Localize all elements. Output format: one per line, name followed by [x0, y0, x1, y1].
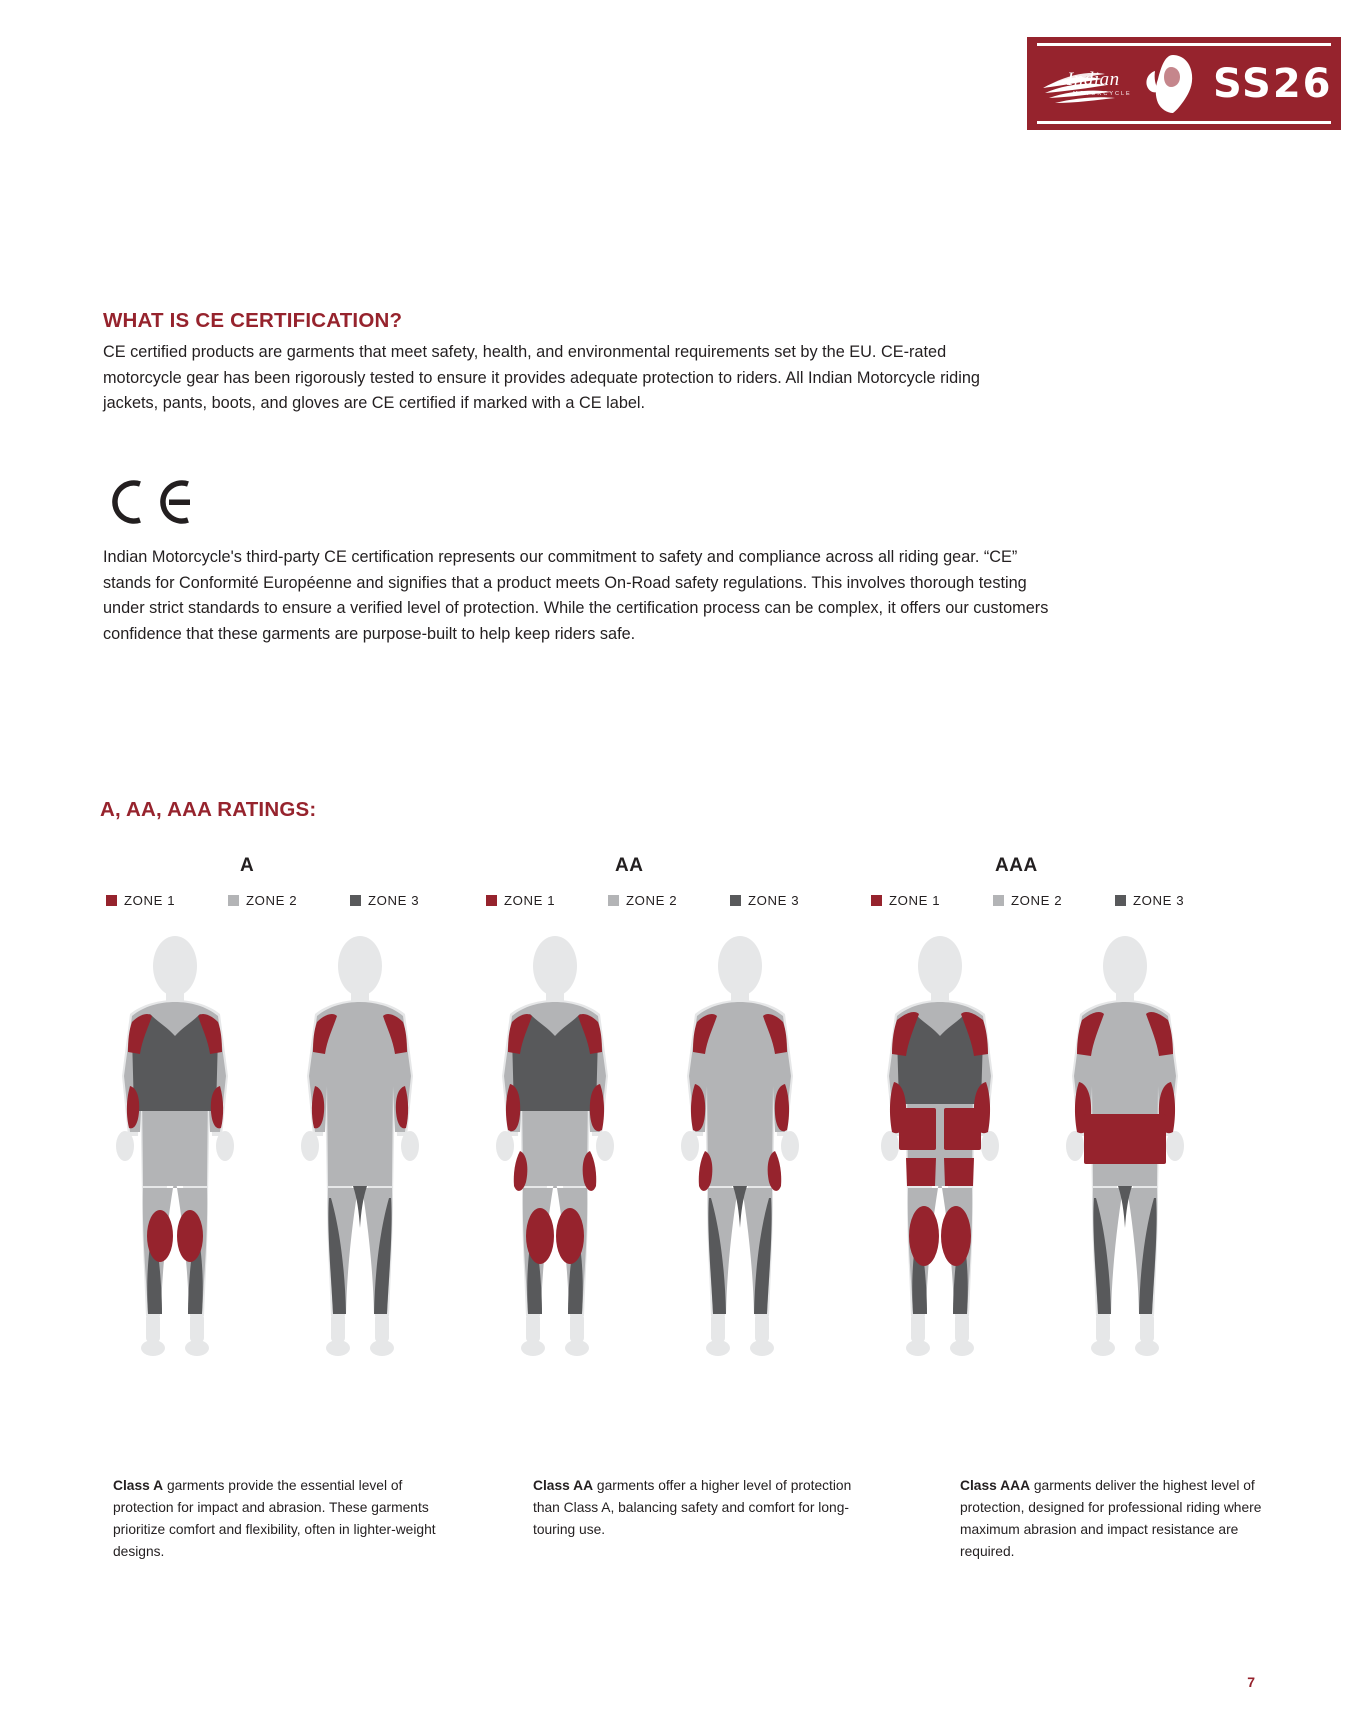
body-diagram-aaa [855, 936, 1275, 1376]
rating-column-aa [470, 855, 890, 1376]
rating-label-aa: AA [615, 855, 644, 876]
ce-detail-paragraph: Indian Motorcycle's third-party CE certification represents our commitment to safety and compliance across all riding gear. “CE” stands for Conformité Européenne and signifies that a product meets On-Road safety regulations. This involves thorough testing under strict standards to ensure a verified level of protection. While the certification process can be complex, it offers our customers confidence that these garments are purpose-built to help keep riders safe. [103, 548, 1049, 643]
zone3-swatch-icon [1115, 895, 1126, 906]
caption-class-aa [533, 1475, 863, 1541]
zone1-swatch-icon [106, 895, 117, 906]
legend-item-zone1 [486, 893, 608, 908]
legend-label: ZONE 3 [1133, 893, 1185, 908]
indian-motorcycle-logo [1043, 49, 1203, 119]
body-diagram-aa [470, 936, 890, 1376]
legend-label: ZONE 1 [889, 893, 941, 908]
zone3-swatch-icon [350, 895, 361, 906]
caption-class-aaa-text: garments deliver the highest level of protection, designed for professional riding where maximum abrasion and impact resistance are required. [960, 1478, 1262, 1559]
ce-mark-icon [104, 478, 194, 526]
logo-script-text: Indian [1067, 68, 1120, 90]
legend-label: ZONE 2 [626, 893, 678, 908]
rating-label-aaa: AAA [995, 855, 1038, 876]
caption-class-aa-bold: Class AA [533, 1478, 594, 1493]
rating-column-aaa [855, 855, 1275, 1376]
caption-class-aaa [960, 1475, 1290, 1563]
legend-aaa [855, 893, 1275, 908]
legend-item-zone2 [608, 893, 730, 908]
ce-intro-paragraph: CE certified products are garments that meet safety, health, and environmental requirements set by the EU. CE-rated motorcycle gear has been rigorously tested to ensure it provides adequate protection to riders. All Indian Motorcycle riding jackets, pants, boots, and gloves are CE certified if marked with a CE label. [103, 343, 980, 412]
legend-item-zone1 [106, 893, 228, 908]
body-diagram-a [90, 936, 510, 1376]
caption-class-aa-text: garments offer a higher level of protection than Class A, balancing safety and comfort for long-touring use. [533, 1478, 852, 1537]
legend-item-zone3 [350, 893, 472, 908]
legend-label: ZONE 1 [504, 893, 556, 908]
page-title-ce: WHAT IS CE CERTIFICATION? [103, 309, 403, 332]
zone2-swatch-icon [608, 895, 619, 906]
caption-class-a-text: garments provide the essential level of protection for impact and abrasion. These garments prioritize comfort and flexibility, often in lighter-weight designs. [113, 1478, 436, 1559]
zone1-swatch-icon [486, 895, 497, 906]
season-code: SS26 [1213, 60, 1333, 107]
zone1-swatch-icon [871, 895, 882, 906]
legend-aa [470, 893, 890, 908]
legend-label: ZONE 1 [124, 893, 176, 908]
zone2-swatch-icon [993, 895, 1004, 906]
zone3-swatch-icon [730, 895, 741, 906]
caption-class-aaa-bold: Class AAA [960, 1478, 1031, 1493]
legend-item-zone1 [871, 893, 993, 908]
page-title-ratings: A, AA, AAA RATINGS: [100, 798, 317, 821]
legend-item-zone2 [993, 893, 1115, 908]
legend-label: ZONE 3 [748, 893, 800, 908]
legend-item-zone3 [1115, 893, 1237, 908]
native-profile-icon [1143, 53, 1197, 115]
legend-item-zone2 [228, 893, 350, 908]
legend-item-zone3 [730, 893, 852, 908]
rating-column-a [90, 855, 510, 1376]
legend-label: ZONE 2 [246, 893, 298, 908]
rating-label-a: A [240, 855, 255, 876]
header-brand-badge [1027, 32, 1341, 135]
legend-a [90, 893, 510, 908]
zone2-swatch-icon [228, 895, 239, 906]
caption-class-a-bold: Class A [113, 1478, 164, 1493]
caption-class-a [113, 1475, 443, 1563]
logo-sub-text: MOTORCYCLE [1073, 90, 1132, 97]
legend-label: ZONE 2 [1011, 893, 1063, 908]
page-number: 7 [1247, 1674, 1255, 1690]
legend-label: ZONE 3 [368, 893, 420, 908]
